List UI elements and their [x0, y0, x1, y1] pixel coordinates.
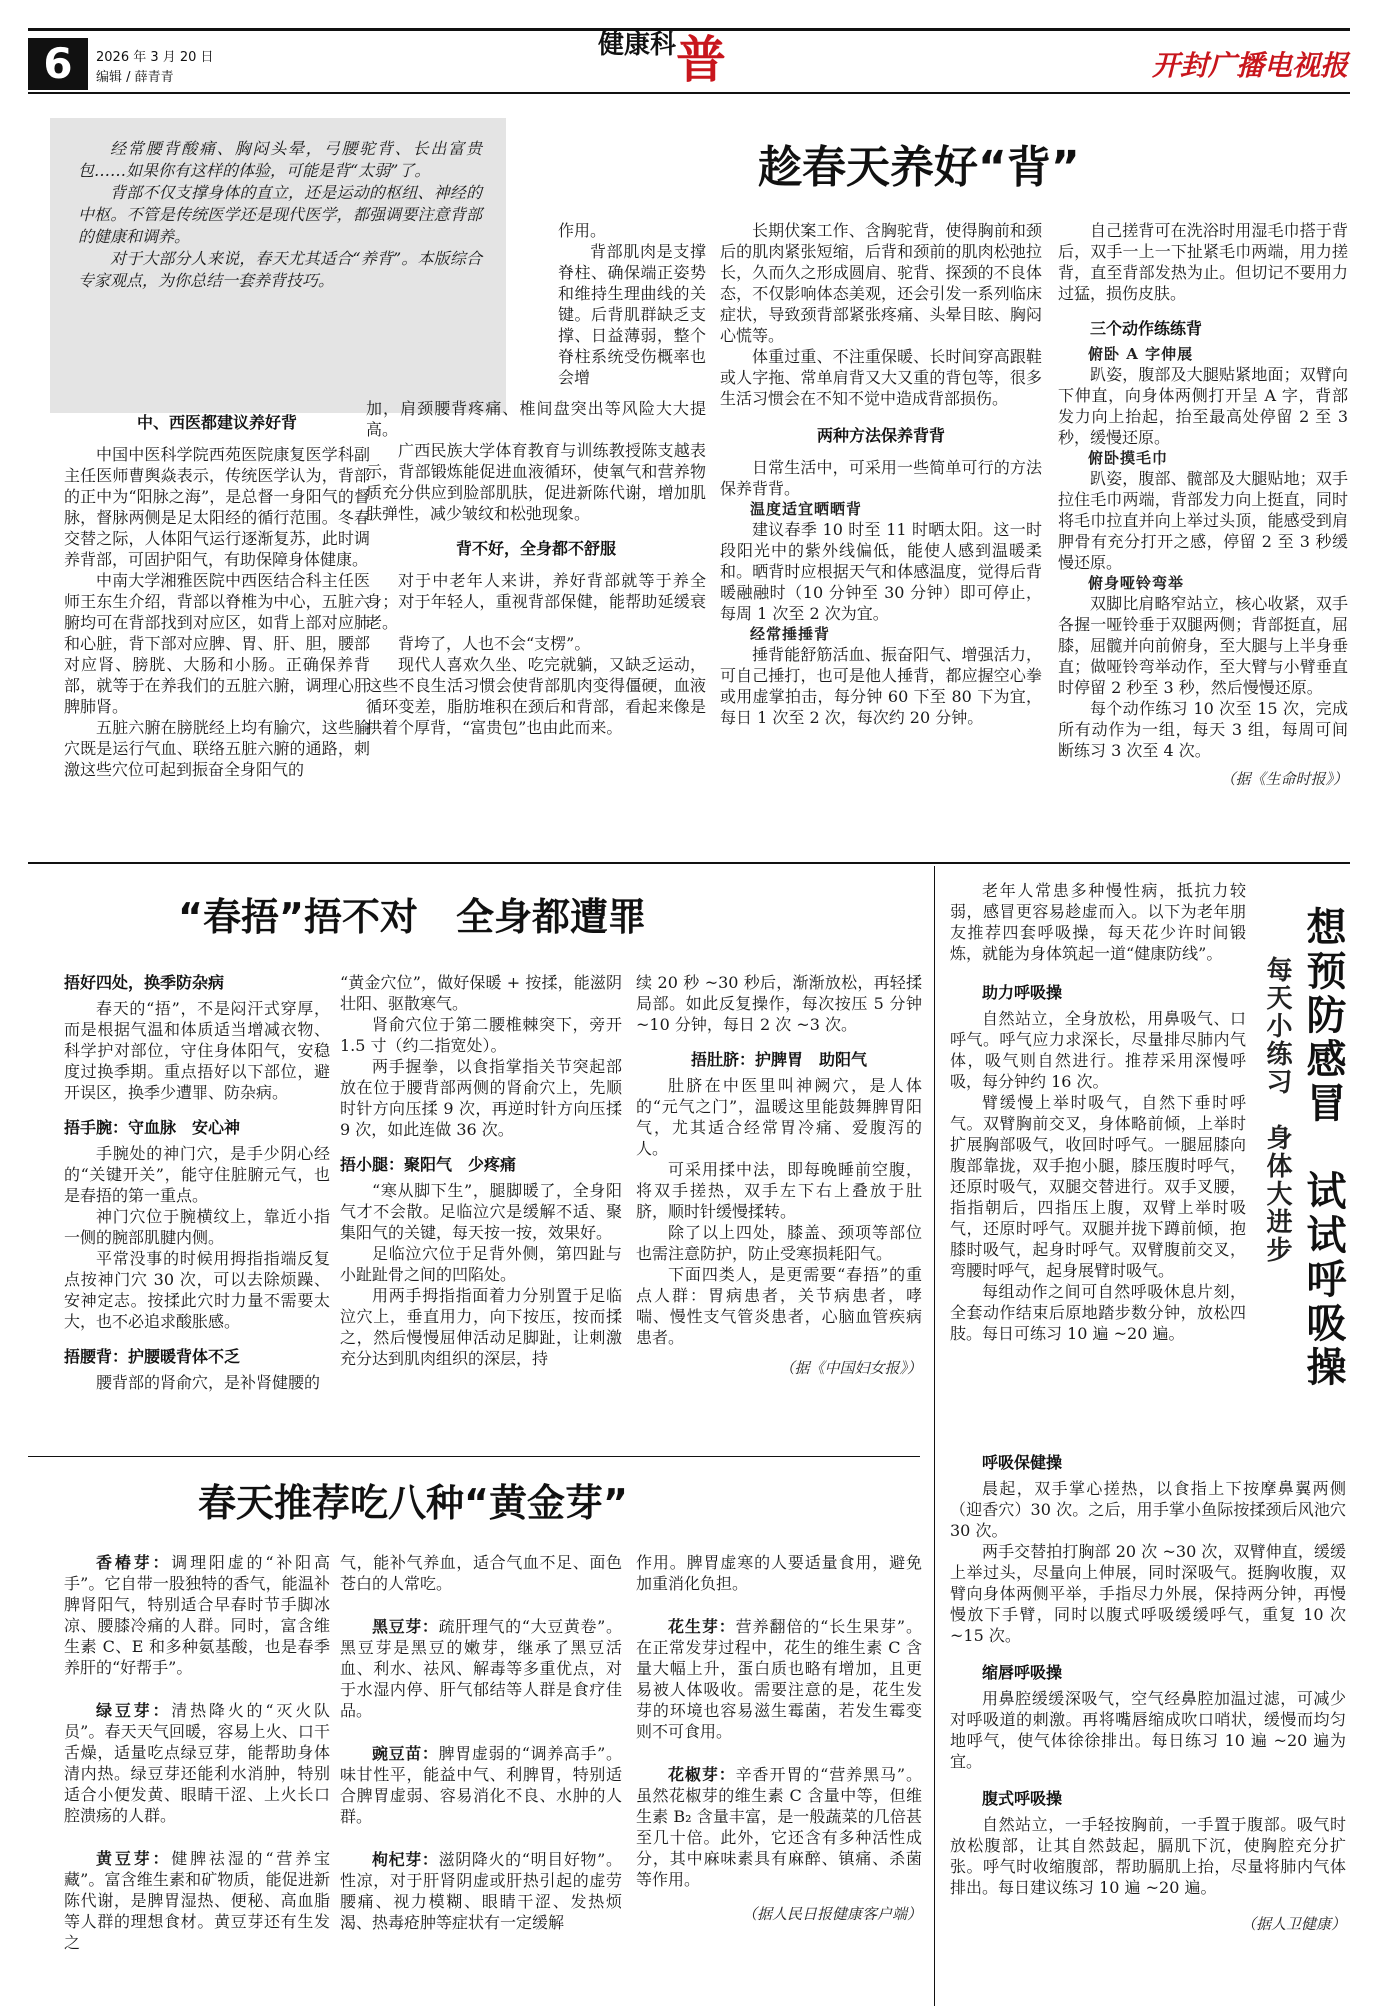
item-head: 枸杞芽：: [372, 1850, 439, 1869]
headline: 趁春天养好“背”: [758, 142, 1080, 193]
paragraph: 对于中老年人来讲，养好背部就等于养全身；对于年轻人，重视背部保健，能帮助延缓衰老。: [366, 571, 706, 632]
paragraph: [636, 1616, 922, 1742]
column: [636, 972, 922, 1378]
paragraph: 背部肌肉是支撑脊柱、确保端正姿势和维持生理曲线的关键。后背肌群缺乏支撑、日益薄弱，整个脊柱系统受伤概率也会增: [558, 242, 706, 387]
issue-date: 2026 年 3 月 20 日: [96, 50, 214, 65]
paragraph: 背垮了，人也不会“支楞”。: [398, 634, 591, 653]
paragraph: 捶背能舒筋活血、振奋阳气、增强活力，可自己捶打，也可是他人捶背，都应握空心拳或用虚掌拍击，每分钟 60 下至 80 下为宜，每日 1 次至 2 次，每次约 20 分钟。: [720, 645, 1042, 727]
paragraph: 中国中医科学院西苑医院康复医学科副主任医师曹舆焱表示，传统医学认为，背部的正中为“阳脉之海”，是总督一身阳气的督脉，督脉两侧是足太阳经的循行范围。冬春交替之际，人体阳气运行逐渐复苏，此时调养背部，可固护阳气，有助保障身体健康。: [64, 445, 370, 569]
paragraph: 平常没事的时候用拇指指端反复点按神门穴 30 次，可以去除烦躁、安神定志。按揉此穴时力量不需要太大，也不必追求酸胀感。: [64, 1249, 330, 1331]
paragraph: 趴姿，腹部及大腿贴紧地面；双臂向下伸直，向身体两侧打开呈 A 字，背部发力向上抬起，抬至最高处停留 2 至 3 秒，缓慢还原。: [1058, 365, 1348, 447]
subhead: 三个动作练练背: [1090, 319, 1203, 338]
paragraph: 足临泣穴位于足背外侧，第四趾与小趾趾骨之间的凹陷处。: [340, 1244, 622, 1284]
paragraph: 腰背部的肾俞穴，是补肾健腰的: [96, 1373, 321, 1392]
paragraph: 自己搓背可在洗浴时用湿毛巾搭于背后，双手一上一下扯紧毛巾两端，用力搓背，直至背部发热为止。但切记不要用力过猛，损伤皮肤。: [1058, 221, 1348, 303]
subhead: 捂手腕：守血脉 安心神: [64, 1118, 241, 1137]
paragraph: [636, 1552, 922, 1594]
source-credit: （据人民日报健康客户端）: [741, 1905, 922, 1923]
subhead: 中、西医都建议养好背: [136, 413, 297, 432]
source-credit: （据《生命时报》）: [1220, 770, 1348, 788]
paragraph: “黄金穴位”，做好保暖 + 按揉，能滋阴壮阳、驱散寒气。: [340, 973, 622, 1013]
paragraph: 中南大学湘雅医院中西医结合科主任医师王东生介绍，背部以脊椎为中心，五脏六腑均可在背部找到对应区，如背上部对应肺和心脏，背下部对应脾、胃、肝、胆，腰部对应肾、膀胱、大肠和小肠。正确保养背部，就等于在养我们的五脏六腑，调理心肝脾肺肾。: [64, 571, 370, 716]
lede-para: 经常腰背酸痛、胸闷头晕，弓腰驼背、长出富贵包……如果你有这样的体验，可能是背“太弱”了。: [78, 139, 482, 180]
article-1: [28, 100, 1350, 860]
paragraph: 手腕处的神门穴，是手少阴心经的“关键开关”，能守住脏腑元气，也是春捂的第一重点。: [64, 1144, 330, 1205]
column: [64, 404, 370, 780]
headline: “春捂”捂不对 全身都遭罪: [178, 895, 646, 939]
column: [558, 220, 706, 388]
column: [720, 220, 1042, 728]
paragraph: 加，肩颈腰背疼痛、椎间盘突出等风险大大提高。: [366, 399, 706, 439]
subhead: 捂小腿：聚阳气 少疼痛: [340, 1155, 517, 1174]
minor-subhead: 俯身哑铃弯举: [1088, 574, 1185, 592]
item-head: 绿豆芽：: [96, 1701, 172, 1720]
paragraph: [340, 1552, 622, 1594]
subheadline: 每天小练习 身体大进步: [1262, 956, 1292, 1264]
paragraph: 体重过重、不注重保暖、长时间穿高跟鞋或人字拖、常单肩背又大又重的背包等，很多生活习惯会在不知不觉中造成背部损伤。: [720, 347, 1042, 408]
minor-subhead: 俯卧 A 字伸展: [1088, 345, 1194, 363]
column: [950, 1444, 1346, 1934]
headline: 春天推荐吃八种“黄金芽”: [198, 1481, 628, 1525]
column: [64, 1552, 330, 1953]
subhead: 两种方法保养背背: [816, 426, 945, 445]
paragraph: 可采用揉中法，即每晚睡前空腹，将双手搓热，双手左下右上叠放于肚脐，顺时针缓慢揉转。: [636, 1160, 922, 1221]
paragraph: 续 20 秒 ~30 秒后，渐渐放松，再轻揉局部。如此反复操作，每次按压 5 分钟 ~10 分钟，每日 2 次 ~3 次。: [636, 973, 922, 1034]
paragraph: 双脚比肩略窄站立，核心收紧，双手各握一哑铃垂于双腿两侧；背部挺直，屈膝，屈髋并向前俯身，至大腿与上半身垂直；做哑铃弯举动作，至大臂与小臂垂直时停留 2 秒至 3 秒，然后慢慢还原。: [1058, 594, 1348, 697]
editor-credit: 编辑 / 薛青青: [96, 70, 174, 85]
paragraph: 用两手拇指指面着力分别置于足临泣穴上，垂直用力，向下按压，按而揉之，然后慢慢屈伸活动足脚趾，让刺激充分达到肌肉组织的深层，持: [340, 1286, 622, 1368]
item-head: 香椿芽：: [96, 1553, 172, 1572]
item-text: 辛香开胃的“营养黑马”。虽然花椒芽的维生素 C 含量中等，但维生素 B₂ 含量丰富，是一般蔬菜的几倍甚至几十倍。此外，它还含有多种活性成分，其中麻味素具有麻醉、镇痛、杀菌等作用。: [636, 1765, 922, 1889]
paragraph: 每组动作之间可自然呼吸休息片刻，全套动作结束后原地踏步数分钟，放松四肢。每日可练习 10 遍 ~20 遍。: [950, 1282, 1246, 1343]
paragraph: 现代人喜欢久坐、吃完就躺，又缺乏运动，这些不良生活习惯会使背部肌肉变得僵硬，血液循环变差，脂肪堆积在颈后和背部，看起来像是拱着个厚背，“富贵包”也由此而来。: [366, 655, 706, 737]
paragraph: 臂缓慢上举时吸气，自然下垂时呼气。双臂胸前交叉，身体略前倾，上举时扩展胸部吸气，收回时呼气。一腿屈膝向腹部靠拢，双手抱小腿，膝压腹时呼气，还原时吸气，双腿交替进行。双手叉腰，指指朝后，四指压上腹，双臂上举时吸气，还原时呼气。双腿并拢下蹲前倾，抱膝时吸气，起身时呼气。双臂腹前交叉，弯腰时呼气，起身展臂时吸气。: [950, 1093, 1246, 1280]
paragraph: 老年人常患多种慢性病，抵抗力较弱，感冒更容易趁虚而入。以下为老年朋友推荐四套呼吸操，每天花少许时间锻炼，就能为身体筑起一道“健康防线”。: [950, 881, 1246, 963]
lede-box: [50, 118, 506, 413]
item-head: 花生芽：: [668, 1617, 736, 1636]
paragraph: [340, 1616, 622, 1721]
column: [340, 972, 622, 1369]
subhead: 捂腰背：护腰暖背体不乏: [64, 1347, 241, 1366]
page-number: 6: [28, 38, 88, 90]
paragraph: 肾俞穴位于第二腰椎棘突下，旁开 1.5 寸（约二指宽处）。: [340, 1015, 622, 1055]
item-text: 健脾祛湿的“营养宝藏”。富含维生素和矿物质，能促进新陈代谢，是脾胃湿热、便秘、高血脂等人群的理想食材。黄豆芽还有生发之: [64, 1849, 330, 1952]
item-head: 黄豆芽：: [96, 1849, 172, 1868]
paragraph: 建议春季 10 时至 11 时晒太阳。这一时段阳光中的紫外线偏低，能使人感到温暖柔和。晒背时应根据天气和体感温度，觉得后背暖融融时（10 分钟至 30 分钟）即可停止，每周 1 次至 2 次为宜。: [720, 520, 1042, 623]
minor-subhead: 经常捶捶背: [750, 625, 831, 643]
paragraph: 两手交替拍打胸部 20 次 ~30 次，双臂伸直，缓缓上举过头，尽量向上伸展，同时深吸气。挺胸收腹，双臂向身体两侧平举，手指尽力外展，保持两分钟，再慢慢放下手臂，同时以腹式呼吸缓缓呼气，重复 10 次 ~15 次。: [950, 1542, 1346, 1645]
paragraph: 除了以上四处，膝盖、颈项等部位也需注意防护，防止受寒损耗阳气。: [636, 1223, 922, 1263]
article-3: [28, 1460, 933, 2000]
paragraph: 用鼻腔缓缓深吸气，空气经鼻腔加温过滤，可减少对呼吸道的刺激。再将嘴唇缩成吹口哨状，缓慢而均匀地呼气，使气体徐徐排出。每日练习 10 遍 ~20 遍为宜。: [950, 1689, 1346, 1771]
paragraph: 自然站立，一手轻按胸前，一手置于腹部。吸气时放松腹部，让其自然鼓起，膈肌下沉，使胸腔充分扩张。呼气时收缩腹部，帮助膈肌上抬，尽量将肺内气体排出。每日建议练习 10 遍 ~20 遍。: [950, 1815, 1346, 1897]
paragraph: [64, 1700, 330, 1826]
subhead: 捂好四处，换季防杂病: [64, 973, 225, 992]
item-text: 作用。脾胃虚寒的人要适量食用，避免加重消化负担。: [636, 1553, 922, 1593]
column: [340, 1552, 622, 1933]
paragraph: [64, 1848, 330, 1953]
paragraph: [64, 1552, 330, 1678]
column: [64, 972, 330, 1393]
subhead: 腹式呼吸操: [982, 1789, 1063, 1808]
paragraph: 肚脐在中医里叫神阙穴，是人体的“元气之门”，温暖这里能鼓舞脾胃阳气，尤其适合经常胃冷痛、爱腹泻的人。: [636, 1076, 922, 1158]
subhead: 捂肚脐：护脾胃 助阳气: [690, 1050, 867, 1069]
column: [1058, 220, 1348, 789]
item-text: 滋阴降火的“明目好物”。性凉，对于肝肾阴虚或肝热引起的虚劳腰痛、视力模糊、眼睛干涩、发热烦渴、热毒疮肿等症状有一定缓解: [340, 1850, 622, 1932]
article-2: [28, 866, 933, 1456]
paragraph: 晨起，双手掌心搓热，以食指上下按摩鼻翼两侧（迎香穴）30 次。之后，用手掌小鱼际按揉颈后风池穴 30 次。: [950, 1479, 1346, 1540]
item-head: 花椒芽：: [668, 1765, 736, 1784]
column: [950, 880, 1246, 1344]
section-name-small: 健康科: [598, 30, 677, 60]
lede-para: 对于大部分人来说，春天尤其适合“养背”。本版综合专家观点，为你总结一套养背技巧。: [78, 249, 482, 290]
item-text: 气，能补气养血，适合气血不足、面色苍白的人常吃。: [340, 1553, 622, 1593]
item-text: 疏肝理气的“大豆黄卷”。黑豆芽是黑豆的嫩芽，继承了黑豆活血、利水、祛风、解毒等多重优点，对于水湿内停、肝气郁结等人群是食疗佳品。: [340, 1617, 622, 1720]
subhead: 呼吸保健操: [982, 1453, 1063, 1472]
article-4: [940, 866, 1350, 2006]
paragraph: 两手握拳，以食指掌指关节突起部放在位于腰背部两侧的肾俞穴上，先顺时针方向压揉 9 次，再逆时针方向压揉 9 次，如此连做 36 次。: [340, 1057, 622, 1139]
paragraph: [340, 1743, 622, 1827]
newspaper-name: 开封广播电视报: [1151, 49, 1348, 82]
paragraph: “寒从脚下生”，腿脚暖了，全身阳气才不会散。足临泣穴是缓解不适、聚集阳气的关键，每天按一按，效果好。: [340, 1181, 622, 1242]
source-credit: （据人卫健康）: [1240, 1915, 1346, 1933]
minor-subhead: 俯卧摸毛巾: [1088, 449, 1169, 467]
paragraph: 长期伏案工作、含胸驼背，使得胸前和颈后的肌肉紧张短缩，后背和颈前的肌肉松弛拉长，久而久之形成圆肩、驼背、探颈的不良体态，不仅影响体态美观，还会引发一系列临床症状，导致颈背部紧张疼痛、头晕目眩、胸闷心慌等。: [720, 221, 1042, 345]
section-name-big: 普: [676, 31, 727, 89]
subhead: 背不好，全身都不舒服: [455, 539, 616, 558]
paragraph: 每个动作练习 10 次至 15 次，完成所有动作为一组，每天 3 组，每周可间断练习 3 次至 4 次。: [1058, 699, 1348, 760]
headline-vertical: [1260, 906, 1346, 1406]
paragraph: 神门穴位于腕横纹上，靠近小指一侧的腕部肌腱内侧。: [64, 1207, 330, 1247]
item-text: 脾胃虚弱的“调养高手”。味甘性平，能益中气、利脾胃，特别适合脾胃虚弱、容易消化不良、水肿的人群。: [340, 1744, 622, 1826]
paragraph: 自然站立，全身放松，用鼻吸气、口呼气。呼气应力求深长，尽量排尽肺内气体，吸气则自然进行。推荐采用深慢呼吸，每分钟约 16 次。: [950, 1009, 1246, 1091]
item-head: 豌豆苗：: [372, 1744, 439, 1763]
headline: 想预防感冒 试试呼吸操: [1300, 906, 1346, 1390]
paragraph: 春天的“捂”，不是闷汗式穿厚，而是根据气温和体质适当增减衣物、科学护对部位，守住身体阳气，安稳度过换季期。重点捂好以下部位，避开误区，换季少遭罪、防杂病。: [64, 999, 330, 1102]
paragraph: [340, 1849, 622, 1933]
paragraph: 下面四类人，是更需要“春捂”的重点人群：胃病患者，关节病患者，哮喘、慢性支气管炎患者，心脑血管疾病患者。: [636, 1265, 922, 1347]
paragraph: 作用。: [558, 221, 607, 240]
minor-subhead: 温度适宜晒晒背: [750, 500, 863, 518]
column: [636, 1552, 922, 1924]
paragraph: 五脏六腑在膀胱经上均有腧穴，这些腧穴既是运行气血、联络五脏六腑的通路，刺激这些穴位可起到振奋全身阳气的: [64, 718, 370, 779]
paragraph: 日常生活中，可采用一些简单可行的方法保养背背。: [720, 458, 1042, 498]
item-text: 清热降火的“灭火队员”。春天天气回暖，容易上火、口干舌燥，适量吃点绿豆芽，能帮助身体清内热。绿豆芽还能利水消肿，特别适合小便发黄、眼睛干涩、上火长口腔溃疡的人群。: [64, 1701, 330, 1825]
item-head: 黑豆芽：: [372, 1617, 439, 1636]
paragraph: [636, 1764, 922, 1890]
lede-para: 背部不仅支撑身体的直立，还是运动的枢纽、神经的中枢。不管是传统医学还是现代医学，都强调要注意背部的健康和调养。: [78, 183, 482, 246]
subhead: 助力呼吸操: [982, 983, 1063, 1002]
column: [366, 398, 706, 738]
source-credit: （据《中国妇女报》）: [779, 1359, 922, 1377]
item-text: 调理阳虚的“补阳高手”。它自带一股独特的香气，能温补脾肾阳气，特别适合早春时节手脚冰凉、腰膝冷痛的人群。同时，富含维生素 C、E 和多种氨基酸，也是春季养肝的“好帮手”。: [64, 1553, 330, 1677]
paragraph: 广西民族大学体育教育与训练教授陈支越表示，背部锻炼能促进血液循环，使氧气和营养物质充分供应到脸部肌肤，促进新陈代谢，增加肌肤弹性，减少皱纹和松弛现象。: [366, 441, 706, 523]
subhead: 缩唇呼吸操: [982, 1663, 1063, 1682]
item-text: 营养翻倍的“长生果芽”。在正常发芽过程中，花生的维生素 C 含量大幅上升，蛋白质也略有增加，且更易被人体吸收。需要注意的是，花生发芽的环境也容易滋生霉菌，若发生霉变则不可食用。: [636, 1617, 922, 1741]
section-name: [598, 26, 726, 90]
paragraph: 趴姿，腹部、髋部及大腿贴地；双手拉住毛巾两端，背部发力向上挺直，同时将毛巾拉直并向上举过头顶，能感受到肩胛骨有充分打开之感，停留 2 至 3 秒缓慢还原。: [1058, 469, 1348, 572]
